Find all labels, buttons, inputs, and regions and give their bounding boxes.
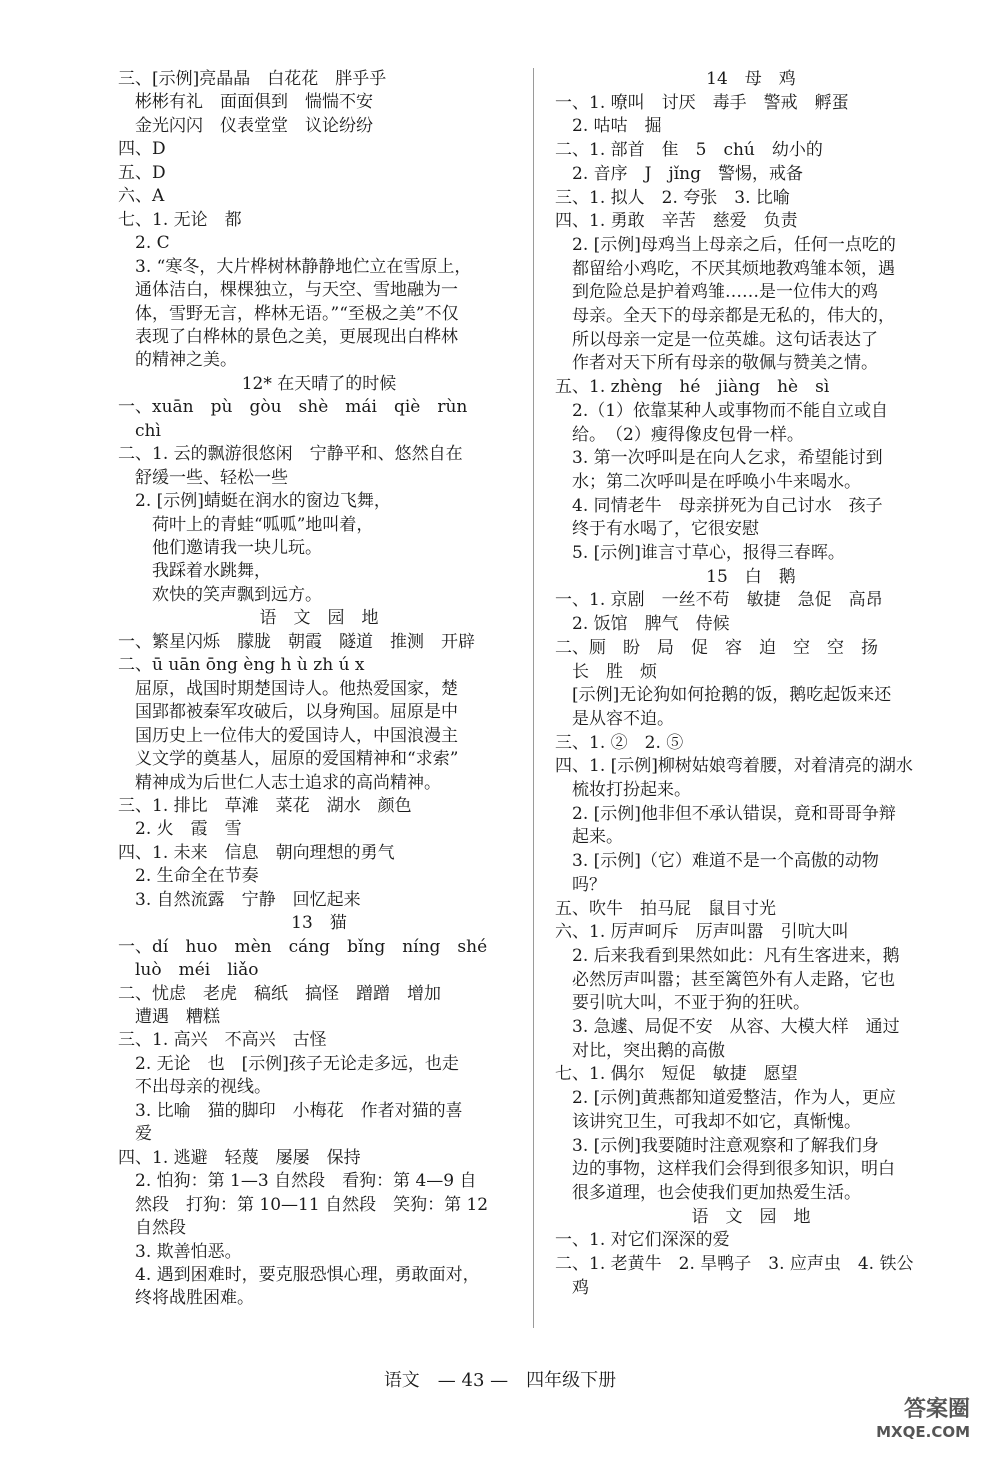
- answer-line: 五、1. zhèng hé jiàng hè sì: [555, 377, 830, 398]
- answer-line: 金光闪闪 仪表堂堂 议论纷纷: [118, 115, 373, 136]
- answer-line: 给。 （2）瘦得像皮包骨一样。: [555, 424, 804, 445]
- page-footer: 语文 — 43 — 四年级下册: [383, 1370, 617, 1391]
- answer-line: 三、1. ② 2. ⑤: [555, 732, 684, 753]
- answer-line: 一、1. 京剧 一丝不苟 敏捷 急促 高昂: [555, 590, 883, 611]
- answer-line: 的精神之美。: [118, 350, 237, 371]
- answer-line: 然段 打狗：第 10—11 自然段 笑狗：第 12: [118, 1194, 489, 1215]
- answer-line: 六、A: [118, 186, 165, 207]
- answer-line: 一、dí huo mèn cáng bǐng níng shé: [118, 936, 488, 957]
- answer-line: 2. 后来我看到果然如此：凡有生客进来，鹅: [555, 945, 900, 966]
- answer-line: 二、忧虑 老虎 稿纸 搞怪 蹭蹭 增加: [118, 983, 441, 1004]
- answer-line: 很多道理，也会使我们更加热爱生活。: [555, 1182, 861, 1203]
- answer-line: 五、吹牛 拍马屁 鼠目寸光: [555, 898, 776, 919]
- answer-line: [示例]无论狗如何抢鹅的饭，鹅吃起饭来还: [555, 685, 892, 706]
- answer-line: 2.（1）依靠某种人或事物而不能自立或自: [555, 400, 889, 421]
- answer-line: 三、1. 拟人 2. 夸张 3. 比喻: [555, 187, 790, 208]
- answer-line: 2. [示例]蜻蜓在润水的窗边飞舞，: [118, 491, 391, 512]
- answer-line: 国郢都被秦军攻破后，以身殉国。屈原是中: [118, 702, 458, 723]
- answer-line: 起来。: [555, 827, 623, 848]
- answer-line: 三、1. 高兴 不高兴 古怪: [118, 1030, 327, 1051]
- watermark: [830, 1392, 970, 1441]
- answer-line: 屈原，战国时期楚国诗人。他热爱国家，楚: [118, 678, 458, 699]
- answer-line: 吗？: [555, 874, 606, 895]
- answer-line: 他们邀请我一块儿玩。: [118, 538, 322, 558]
- answer-line: 作者对天下所有母亲的敬佩与赞美之情。: [555, 353, 878, 374]
- answer-line: 三、[示例]亮晶晶 白花花 胖乎乎: [118, 69, 387, 89]
- answer-line: 2. 生命全在节奏: [118, 866, 259, 887]
- answer-line: 4. 遇到困难时，要克服恐惧心理，勇敢面对，: [118, 1264, 480, 1285]
- answer-line: 2. [示例]黄燕都知道爱整洁，作为人，更应: [555, 1088, 896, 1109]
- answer-line: 对比，突出鹅的高傲: [555, 1040, 725, 1061]
- answer-line: 3. 自然流露 宁静 回忆起来: [118, 889, 361, 910]
- answer-line: 5. [示例]谁言寸草心，报得三春晖。: [555, 543, 845, 563]
- answer-line: chì: [118, 420, 161, 441]
- section-heading: 语 文 园 地: [691, 1206, 811, 1227]
- answer-line: 所以母亲一定是一位英雄。这句话表达了: [555, 329, 878, 350]
- answer-line: 3. 欺善怕恶。: [118, 1241, 242, 1262]
- answer-line: 体，雪野无言，桦林无语。”“至极之美”不仅: [118, 303, 459, 324]
- answer-line: 四、D: [118, 139, 166, 160]
- answer-line: 爱: [118, 1124, 152, 1145]
- answer-line: 遭遇 糟糕: [118, 1007, 220, 1027]
- answer-line: 二、1. 部首 隹 5 chú 幼小的: [555, 140, 823, 161]
- answer-line: 3. [示例]我要随时注意观察和了解我们身: [555, 1135, 879, 1156]
- answer-line: 我踩着水跳舞，: [118, 561, 271, 582]
- answer-line: 3. 急遽、局促不安 从容、大模大样 通过: [555, 1017, 900, 1037]
- answer-line: 终于有水喝了，它很安慰: [555, 519, 759, 540]
- answer-line: 水；第二次呼叫是在呼唤小牛来喝水。: [555, 471, 861, 492]
- answer-line: 鸡: [555, 1277, 589, 1298]
- answer-line: 国历史上一位伟大的爱国诗人，中国浪漫主: [118, 725, 458, 746]
- answer-line: 七、1. 偶尔 短促 敏捷 愿望: [555, 1064, 798, 1085]
- answer-line: 七、1. 无论 都: [118, 209, 242, 230]
- section-heading: 14 母 鸡: [706, 69, 796, 89]
- watermark-top: 答案圈: [903, 1397, 970, 1422]
- answer-line: 三、1. 排比 草滩 菜花 湖水 颜色: [118, 795, 412, 816]
- answer-line: 一、繁星闪烁 朦胧 朝霞 隧道 推测 开辟: [118, 631, 475, 652]
- answer-line: 二、1. 老黄牛 2. 旱鸭子 3. 应声虫 4. 铁公: [555, 1254, 914, 1274]
- answer-line: 表现了白桦林的景色之美，更展现出白桦林: [118, 326, 458, 347]
- answer-line: 2. C: [118, 233, 170, 254]
- answer-line: 边的事物，这样我们会得到很多知识，明白: [555, 1159, 895, 1180]
- answer-line: 到危险总是护着鸡雏……是一位伟大的鸡: [555, 282, 878, 303]
- answer-line: 3. 第一次呼叫是在向人乞求，希望能讨到: [555, 448, 883, 469]
- answer-line: 义文学的奠基人，屈原的爱国精神和“求索”: [118, 749, 459, 770]
- answer-line: 2. 无论 也 [示例]孩子无论走多远，也走: [118, 1053, 459, 1074]
- column-divider: [533, 68, 534, 1328]
- answer-line: 2. 怕狗：第 1—3 自然段 看狗：第 4—9 自: [118, 1171, 477, 1192]
- answer-line: 舒缓一些、轻松一些: [118, 467, 288, 488]
- answer-line: 长 胜 烦: [555, 661, 657, 682]
- answer-line: 欢快的笑声飘到远方。: [118, 584, 322, 605]
- answer-line: 2. 饭馆 脾气 侍候: [555, 614, 730, 635]
- answer-line: 4. 同情老牛 母亲拼死为自己讨水 孩子: [555, 495, 883, 516]
- answer-line: 四、1. 未来 信息 朝向理想的勇气: [118, 842, 395, 863]
- answer-line: 2. 咕咕 掘: [555, 116, 662, 137]
- answer-line: 3. “寒冬，大片桦树林静静地伫立在雪原上，: [118, 256, 472, 277]
- watermark-bottom: MXQE.COM: [876, 1423, 970, 1441]
- answer-line: 2. [示例]母鸡当上母亲之后，任何一点吃的: [555, 234, 896, 255]
- answer-line: 2. 音序 J jǐng 警惕，戒备: [555, 163, 803, 184]
- section-heading: 语 文 园 地: [259, 608, 379, 629]
- answer-line: 终将战胜困难。: [118, 1288, 254, 1309]
- answer-line: 四、1. [示例]柳树姑娘弯着腰，对着清亮的湖水: [555, 756, 913, 777]
- answer-line: 不出母亲的视线。: [118, 1077, 271, 1098]
- answer-line: luò méi liǎo: [118, 960, 259, 981]
- answer-line: 该讲究卫生，可我却不如它，真惭愧。: [555, 1111, 861, 1132]
- answer-line: 都留给小鸡吃，不厌其烦地教鸡雏本领，遇: [555, 258, 895, 279]
- answer-line: 一、1. 嘹叫 讨厌 毒手 警戒 孵蛋: [555, 92, 849, 113]
- answer-line: 彬彬有礼 面面俱到 惴惴不安: [118, 92, 373, 113]
- section-heading: 15 白 鹅: [706, 566, 796, 587]
- section-heading: 12* 在天晴了的时候: [241, 373, 397, 394]
- answer-line: 要引吭大叫，不亚于狗的狂吠。: [555, 993, 810, 1014]
- answer-line: 五、D: [118, 162, 166, 183]
- answer-line: 是从容不迫。: [555, 708, 674, 729]
- answer-line: 一、xuān pù gòu shè mái qiè rùn: [118, 397, 468, 418]
- answer-line: 母亲。全天下的母亲都是无私的，伟大的，: [555, 306, 895, 326]
- section-heading: 13 猫: [291, 913, 347, 934]
- answer-line: 精神成为后世仁人志士追求的高尚精神。: [118, 772, 441, 793]
- answer-line: 二、厕 盼 局 促 容 迫 空 空 扬: [555, 637, 878, 658]
- answer-line: 2. [示例]他非但不承认错误，竟和哥哥争辩: [555, 803, 896, 824]
- answer-line: 四、1. 勇敢 辛苦 慈爱 负责: [555, 211, 798, 232]
- answer-line: 3. [示例]（它）难道不是一个高傲的动物: [555, 851, 879, 872]
- answer-line: 二、ū uān ōng èng h ù zh ú x: [118, 655, 365, 676]
- answer-line: 自然段: [118, 1218, 186, 1239]
- answer-line: 梳妆打扮起来。: [555, 780, 691, 800]
- answer-line: 二、1. 云的飘游很悠闲 宁静平和、悠然自在: [118, 444, 463, 465]
- answer-line: 通体洁白，棵棵独立，与天空、雪地融为一: [118, 280, 458, 301]
- answer-line: 一、1. 对它们深深的爱: [555, 1230, 730, 1251]
- answer-line: 四、1. 逃避 轻蔑 屡屡 保持: [118, 1147, 361, 1168]
- answer-line: 2. 火 霞 雪: [118, 819, 242, 840]
- answer-line: 荷叶上的青蛙“呱呱”地叫着，: [118, 514, 374, 535]
- answer-line: 必然厉声叫嚣；甚至篱笆外有人走路，它也: [555, 969, 895, 990]
- answer-line: 六、1. 厉声呵斥 厉声叫嚣 引吭大叫: [555, 922, 849, 943]
- answer-line: 3. 比喻 猫的脚印 小梅花 作者对猫的喜: [118, 1100, 463, 1121]
